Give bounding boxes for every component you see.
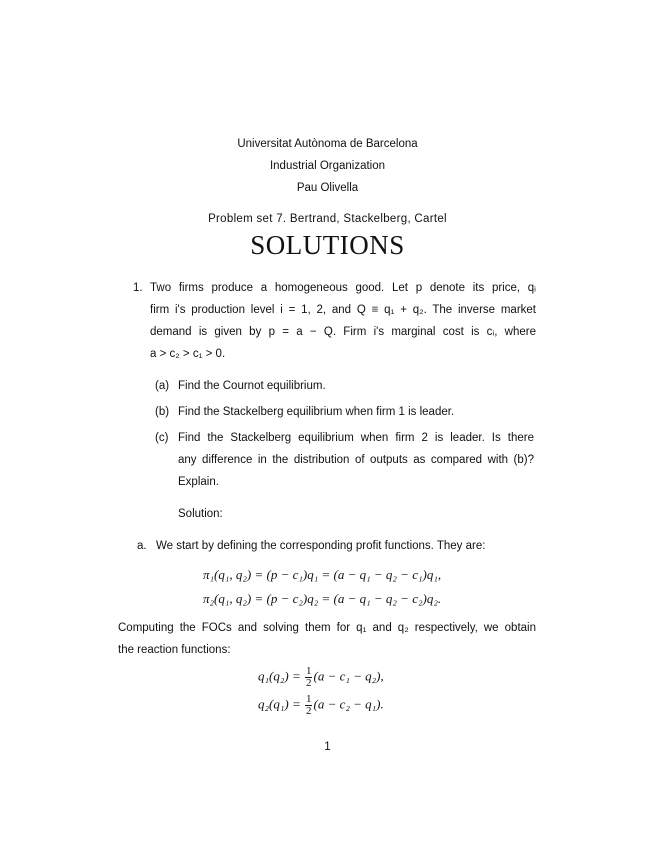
solution-label: Solution:	[178, 508, 223, 520]
problem-number: 1.	[133, 282, 143, 294]
part-label: (a)	[155, 380, 170, 392]
part-text: Explain.	[178, 476, 219, 488]
profit-function-firm-2: π₂(q₁, q₂) = (p − c₂)q₂ = (a − q₁ − q₂ − c₂)q₂.	[203, 591, 442, 606]
solution-part-label: a.	[137, 540, 147, 552]
foc-text-line: the reaction functions:	[118, 644, 231, 656]
university-name: Universitat Autònoma de Barcelona	[237, 138, 418, 150]
problem-text-line: firm i's production level i = 1, 2, and Q ≡ q₁ + q₂. The inverse market	[150, 304, 536, 316]
course-name: Industrial Organization	[269, 160, 386, 172]
problem-text-line: demand is given by p = a − Q. Firm i's marginal cost is cᵢ, where	[150, 326, 536, 338]
problem-text-line: a > c₂ > c₁ > 0.	[150, 348, 226, 360]
page-title: SOLUTIONS	[250, 230, 405, 260]
foc-text-line: Computing the FOCs and solving them for q₁ and q₂ respectively, we obtain	[118, 622, 536, 634]
author-name: Pau Olivella	[296, 182, 359, 194]
reaction-function-firm-2: q₂(q₁) = $\frac{1}{2}$ (a − c₂ − q₁).	[258, 693, 384, 717]
page-number: 1	[324, 741, 331, 753]
problem-text-line: Two firms produce a homogeneous good. Let p denote its price, qᵢ	[150, 282, 536, 294]
part-label: (b)	[155, 406, 170, 418]
solution-intro: We start by defining the corresponding profit functions. They are:	[156, 540, 486, 552]
problem-set-heading: Problem set 7. Bertrand, Stackelberg, Cartel	[208, 213, 447, 225]
part-text: Find the Cournot equilibrium.	[178, 380, 326, 392]
part-text: Find the Stackelberg equilibrium when firm 1 is leader.	[178, 406, 455, 418]
fraction-one-half: $\frac{1}{2}$	[305, 665, 312, 689]
reaction-function-firm-1: q₁(q₂) = $\frac{1}{2}$ (a − c₁ − q₂),	[258, 665, 384, 689]
profit-function-firm-1: π₁(q₁, q₂) = (p − c₁)q₁ = (a − q₁ − q₂ − c₁)q₁,	[203, 567, 442, 582]
part-text: Find the Stackelberg equilibrium when firm 2 is leader. Is there	[178, 432, 534, 444]
fraction-one-half: $\frac{1}{2}$	[305, 693, 312, 717]
part-label: (c)	[155, 432, 169, 444]
part-text: any difference in the distribution of outputs as compared with (b)?	[178, 454, 534, 466]
